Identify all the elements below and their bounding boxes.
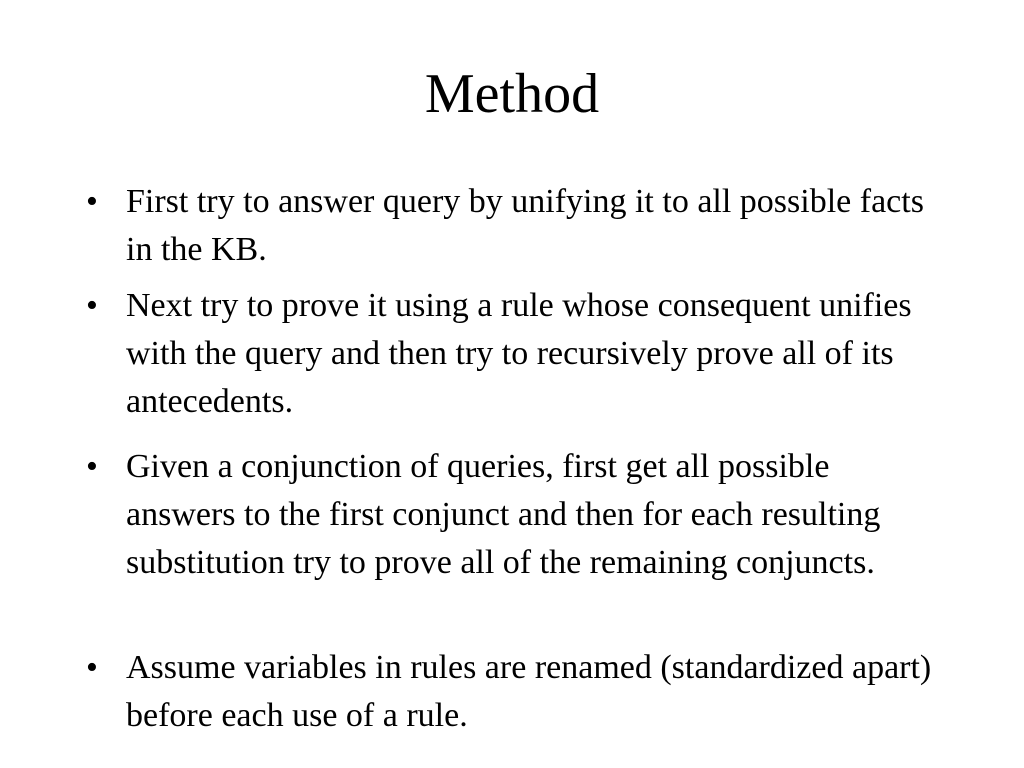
bullet-icon: • [86, 649, 98, 686]
bullet-text: First try to answer query by unifying it to all possible facts in the KB. [126, 183, 924, 268]
bullet-icon: • [86, 287, 98, 324]
bullet-icon: • [86, 448, 98, 485]
bullet-item [86, 178, 936, 274]
bullet-text: Assume variables in rules are renamed (standardized apart) before each use of a rule. [126, 649, 932, 734]
bullet-text: Next try to prove it using a rule whose consequent unifies with the query and then try to recursively prove all of its antecedents. [126, 287, 912, 420]
bullet-text: Given a conjunction of queries, first get all possible answers to the first conjunct and then for each resulting substitution try to prove all of the remaining conjuncts. [126, 448, 881, 581]
bullet-item [86, 443, 936, 587]
slide-title: Method [424, 63, 600, 125]
bullet-icon: • [86, 183, 98, 220]
bullet-item [86, 282, 936, 426]
bullet-item [86, 644, 936, 740]
